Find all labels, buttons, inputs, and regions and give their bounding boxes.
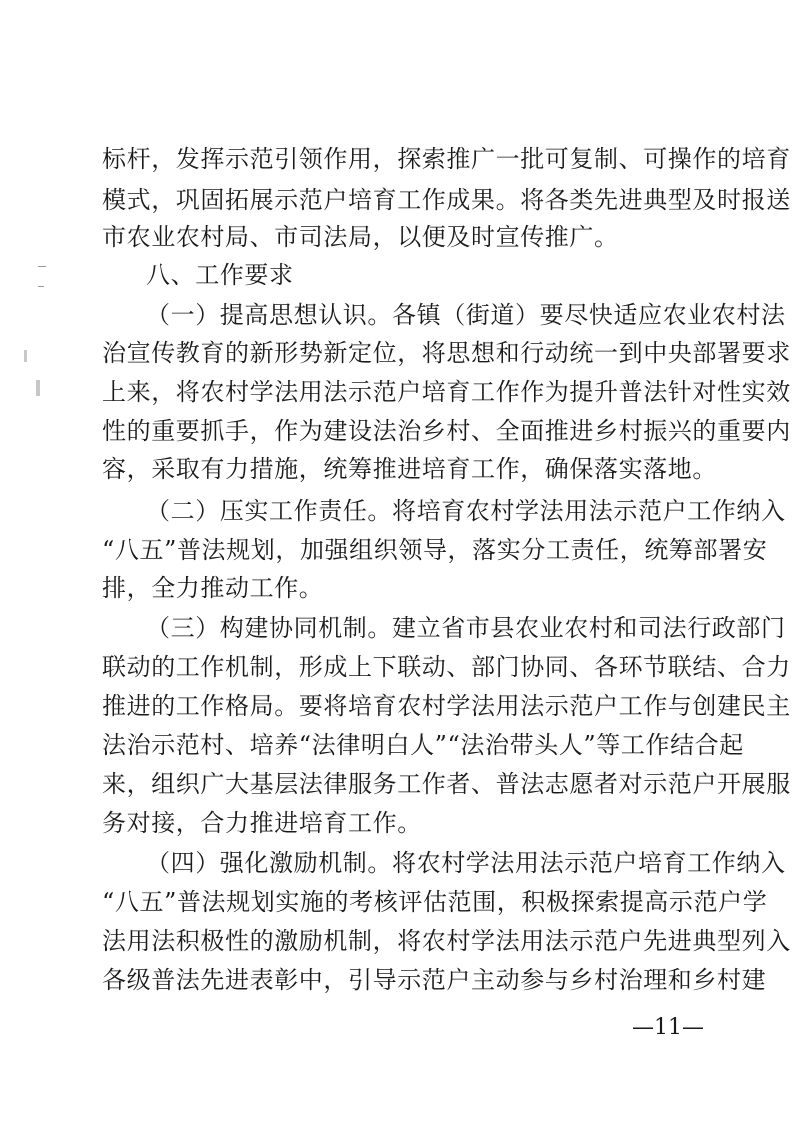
body-text-line: 推进的工作格局。要将培育农村学法用法示范户工作与创建民主 <box>102 692 791 720</box>
body-text-line: 法用法积极性的激励机制，将农村学法用法示范户先进典型列入 <box>102 927 791 955</box>
body-text-line: “八五”普法规划实施的考核评估范围，积极探索提高示范户学 <box>102 888 768 916</box>
paragraph-lead: （四）强化激励机制。 <box>146 849 392 877</box>
scan-mark <box>38 266 46 267</box>
body-text-line: 性的重要抓手，作为建设法治乡村、全面推进乡村振兴的重要内 <box>102 417 791 445</box>
paragraph-lead: （三）构建协同机制。 <box>146 614 392 642</box>
body-text-line: 容，采取有力措施，统筹推进培育工作，确保落实落地。 <box>102 455 717 483</box>
body-text-line: 来，组织广大基层法律服务工作者、普法志愿者对示范户开展服 <box>102 770 791 798</box>
paragraph-text: 各镇（街道）要尽快适应农业农村法 <box>392 301 786 329</box>
body-text-line: 各级普法先进表彰中，引导示范户主动参与乡村治理和乡村建 <box>102 966 767 994</box>
body-text-line: 治宣传教育的新形势新定位，将思想和行动统一到中央部署要求 <box>102 339 791 367</box>
body-text-line: 标杆，发挥示范引领作用，探索推广一批可复制、可操作的培育 <box>102 145 791 173</box>
body-text-line: 联动的工作机制，形成上下联动、部门协同、各环节联结、合力 <box>102 653 791 681</box>
body-text-line: 务对接，合力推进培育工作。 <box>102 809 422 837</box>
body-text-line: 排，全力推动工作。 <box>102 574 324 602</box>
paragraph-first-line <box>146 610 786 646</box>
paragraph-first-line <box>146 297 786 333</box>
paragraph-lead: （二）压实工作责任。 <box>146 497 392 525</box>
scan-mark <box>36 380 40 396</box>
paragraph-lead: （一）提高思想认识。 <box>146 301 392 329</box>
scan-mark <box>24 350 27 362</box>
body-text-line: 法治示范村、培养“法律明白人”“法治带头人”等工作结合起 <box>102 731 744 759</box>
paragraph-text: 建立省市县农业农村和司法行政部门 <box>392 614 786 642</box>
paragraph-first-line <box>146 845 786 881</box>
body-text-line: 上来，将农村学法用法示范户培育工作作为提升普法针对性实效 <box>102 378 791 406</box>
section-heading: 八、工作要求 <box>146 261 294 289</box>
paragraph-first-line <box>146 493 786 529</box>
page-number: —11— <box>632 1015 704 1040</box>
body-text-line: 模式，巩固拓展示范户培育工作成果。将各类先进典型及时报送 <box>102 186 791 214</box>
paragraph-text: 将培育农村学法用法示范户工作纳入 <box>392 497 786 525</box>
body-text-line: “八五”普法规划，加强组织领导，落实分工责任，统筹部署安 <box>102 536 768 564</box>
body-text-line: 市农业农村局、市司法局，以便及时宣传推广。 <box>102 223 619 251</box>
scan-mark <box>38 286 44 287</box>
paragraph-text: 将农村学法用法示范户培育工作纳入 <box>392 849 786 877</box>
